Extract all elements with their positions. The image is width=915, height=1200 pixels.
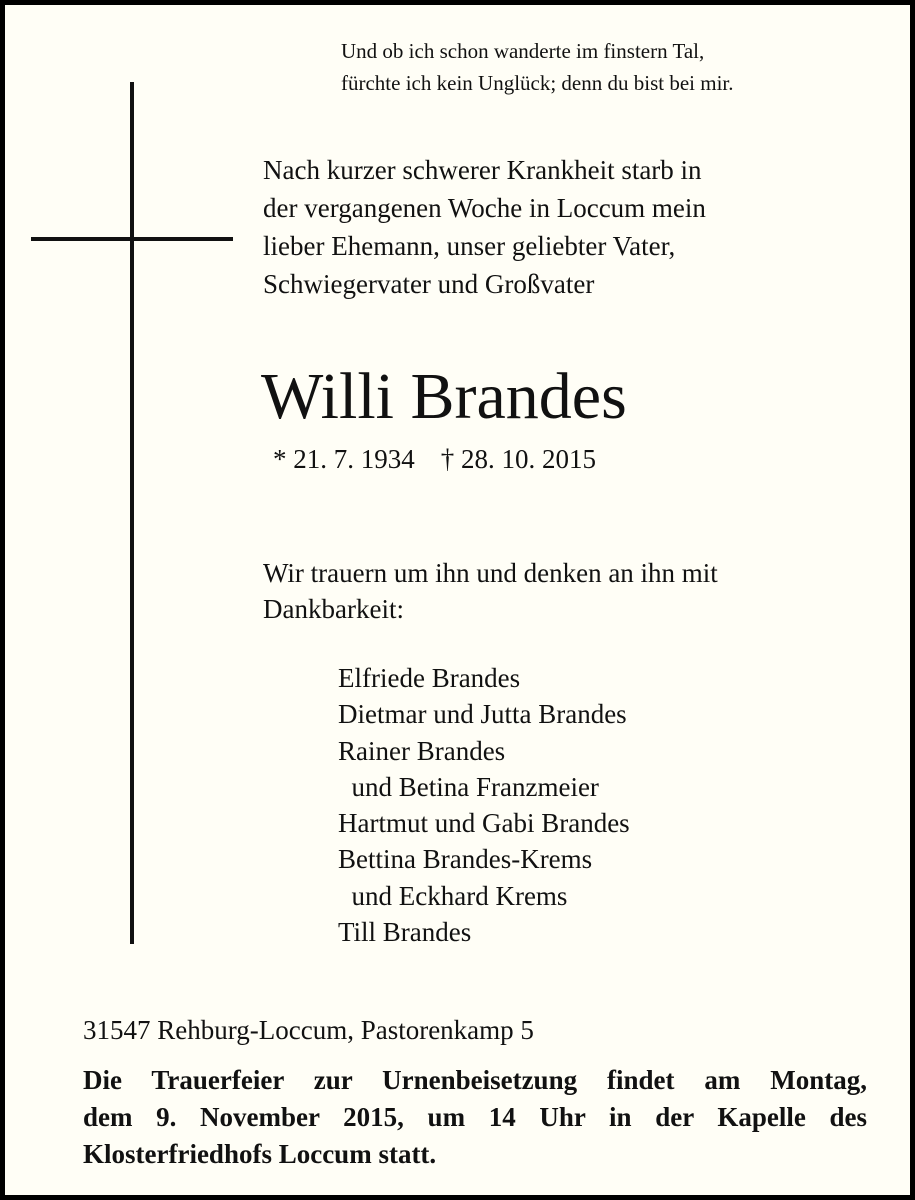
- psalm-line: fürchte ich kein Unglück; denn du bist bei mir.: [341, 71, 734, 95]
- birth-date: * 21. 7. 1934: [273, 444, 415, 474]
- intro-line: Schwiegervater und Großvater: [263, 269, 595, 299]
- mourning-line: Wir trauern um ihn und denken an ihn mit: [263, 558, 718, 588]
- intro-line: der vergangenen Woche in Loccum mein: [263, 193, 706, 223]
- family-member: Dietmar und Jutta Brandes: [338, 699, 627, 730]
- intro-line: lieber Ehemann, unser geliebter Vater,: [263, 231, 676, 261]
- mourning-line: Dankbarkeit:: [263, 594, 404, 624]
- death-date: † 28. 10. 2015: [440, 444, 596, 474]
- family-list: [338, 660, 630, 950]
- intro-text: [263, 151, 706, 303]
- family-member: Elfriede Brandes: [338, 663, 521, 693]
- cross-icon-horizontal: [31, 237, 233, 241]
- psalm-line: Und ob ich schon wanderte im finstern Tal,: [341, 39, 705, 63]
- family-member: und Eckhard Krems: [338, 880, 568, 911]
- family-member: Till Brandes: [338, 917, 472, 948]
- deceased-name: Willi Brandes: [261, 360, 627, 433]
- cross-icon-vertical: [130, 82, 134, 944]
- ceremony-notice: [83, 1062, 867, 1173]
- life-dates: [273, 441, 596, 477]
- ceremony-line: dem 9. November 2015, um 14 Uhr in der Kapelle des: [83, 1102, 867, 1132]
- intro-line: Nach kurzer schwerer Krankheit starb in: [263, 155, 702, 185]
- ceremony-line: Die Trauerfeier zur Urnenbeisetzung findet am Montag,: [83, 1065, 867, 1095]
- family-member: Rainer Brandes: [338, 735, 506, 766]
- family-member: Bettina Brandes-Krems: [338, 844, 593, 875]
- mourning-text: [263, 555, 718, 627]
- obituary-card: [5, 5, 910, 1195]
- family-member: Hartmut und Gabi Brandes: [338, 808, 630, 839]
- address: 31547 Rehburg-Loccum, Pastorenkamp 5: [83, 1015, 534, 1045]
- psalm-quote: [341, 35, 734, 99]
- family-member: und Betina Franzmeier: [338, 771, 599, 802]
- ceremony-line: Klosterfriedhofs Loccum statt.: [83, 1139, 437, 1169]
